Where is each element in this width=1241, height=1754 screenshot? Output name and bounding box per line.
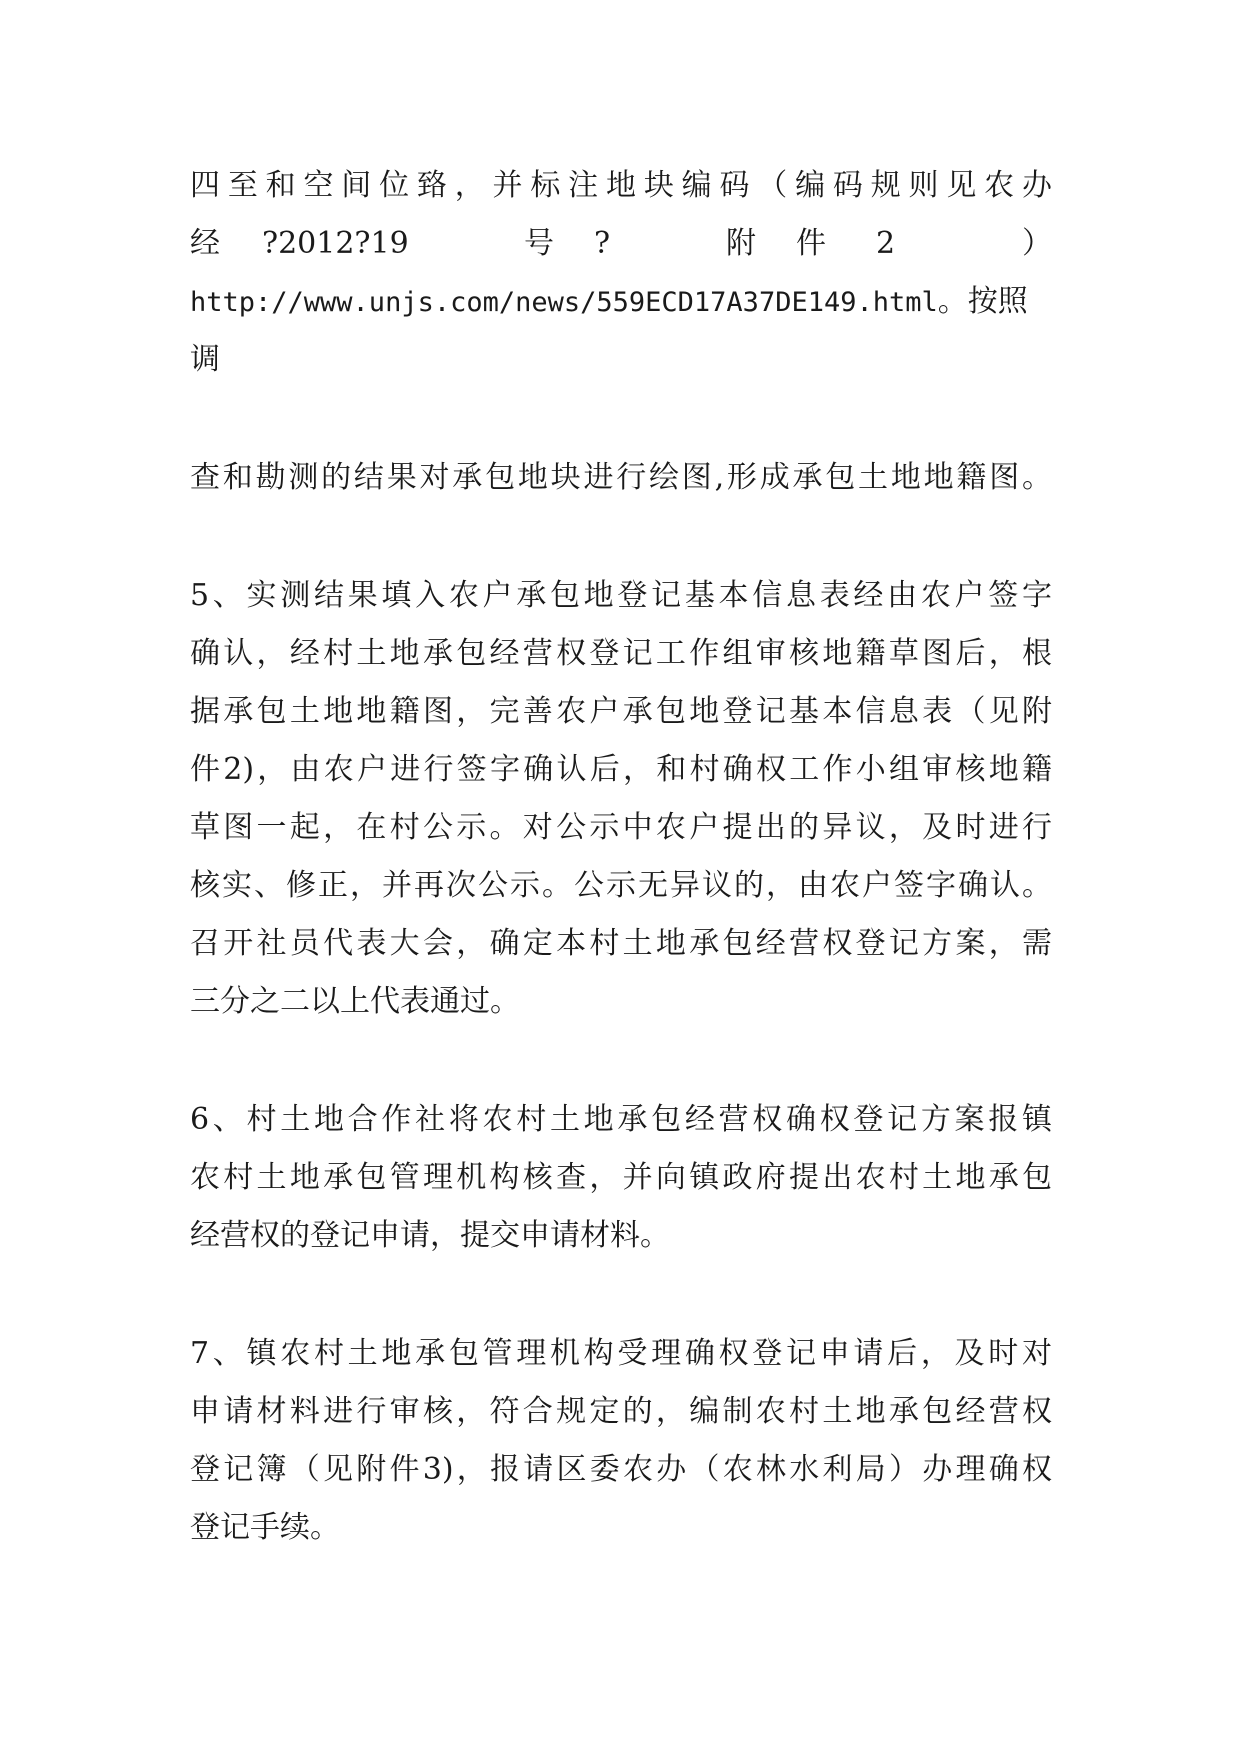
paragraph-line: 草图一起，在村公示。对公示中农户提出的异议，及时进行 xyxy=(190,810,1052,845)
text-fragment: 件 xyxy=(796,226,826,261)
text-fragment: 附 xyxy=(726,226,756,261)
paragraph-line: 召开社员代表大会，确定本村土地承包经营权登记方案，需 xyxy=(190,926,1052,961)
reference-link[interactable]: http://www.unjs.com/news/559ECD17A37DE149.html xyxy=(190,287,938,318)
paragraph-line: 确认，经村土地承包经营权登记工作组审核地籍草图后，根 xyxy=(190,636,1052,671)
paragraph-line: 登记簿（见附件3)，报请区委农办（农林水利局）办理确权 xyxy=(190,1452,1052,1487)
paragraph-line: 据承包土地地籍图，完善农户承包地登记基本信息表（见附 xyxy=(190,694,1052,729)
paragraph-line: 核实、修正，并再次公示。公示无异议的，由农户签字确认。 xyxy=(190,868,1052,903)
paragraph-line: 5、实测结果填入农户承包地登记基本信息表经由农户签字 xyxy=(190,578,1052,613)
paragraph-line: 申请材料进行审核，符合规定的，编制农村土地承包经营权 xyxy=(190,1394,1052,1429)
paragraph-line: 调 xyxy=(190,342,220,377)
paragraph-line: 农村土地承包管理机构核查，并向镇政府提出农村土地承包 xyxy=(190,1160,1052,1195)
paragraph-line: 登记手续。 xyxy=(190,1510,340,1545)
paragraph-line: 三分之二以上代表通过。 xyxy=(190,984,520,1019)
text-fragment: ?2012?19 xyxy=(262,226,409,261)
url-line xyxy=(190,282,1052,322)
paragraph-line: 四至和空间位臵，并标注地块编码（编码规则见农办 xyxy=(190,168,1052,203)
text-fragment: ） xyxy=(1022,226,1052,261)
paragraph-line: 件2)，由农户进行签字确认后，和村确权工作小组审核地籍 xyxy=(190,752,1052,787)
text-fragment: ? xyxy=(594,226,611,261)
text-fragment: 经 xyxy=(190,226,220,261)
paragraph-line: 7、镇农村土地承包管理机构受理确权登记申请后，及时对 xyxy=(190,1336,1052,1371)
paragraph-line: 6、村土地合作社将农村土地承包经营权确权登记方案报镇 xyxy=(190,1102,1052,1137)
text-fragment: 。按照 xyxy=(937,284,1028,319)
paragraph-line: 查和勘测的结果对承包地块进行绘图,形成承包土地地籍图。 xyxy=(190,460,1052,495)
text-fragment: 2 xyxy=(876,226,896,261)
text-fragment: 号 xyxy=(524,226,554,261)
paragraph-line: 经营权的登记申请，提交申请材料。 xyxy=(190,1218,670,1253)
paragraph-line xyxy=(190,224,1052,264)
